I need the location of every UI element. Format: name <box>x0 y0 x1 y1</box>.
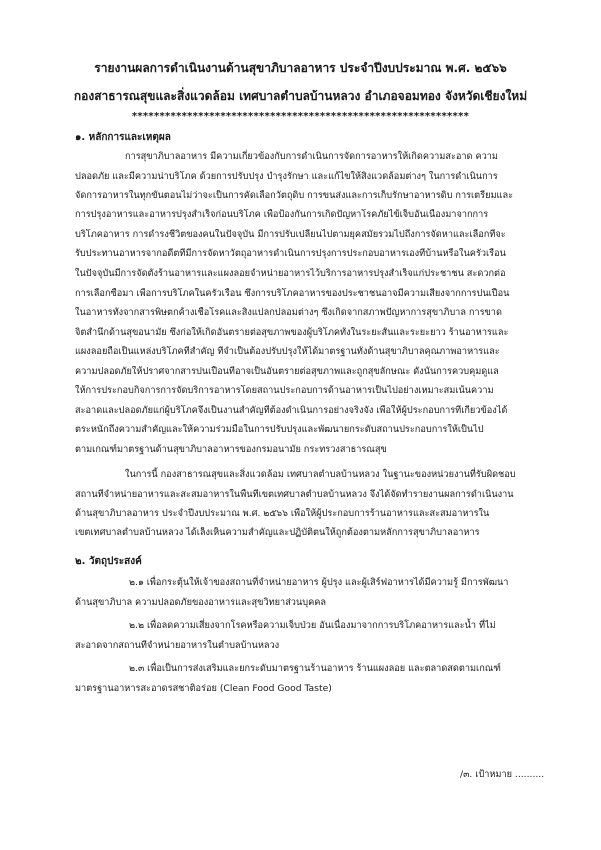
paragraph-line: ด้านสุขาภิบาลอาหาร ประจำปีงบประมาณ พ.ศ. ๒๕๖๖ เพื่อให้ผู้ประกอบการร้านอาหารและสะสมอาหารใน <box>75 508 490 519</box>
paragraph-line: จิตสำนึกด้านสุขอนามัย ซึ่งก่อให้เกิดอันตรายต่อสุขภาพของผู้บริโภคทั้งในระยะสั้นและระยะยาว ร้านอาหารและ <box>75 327 509 338</box>
paragraph-line: ปลอดภัย และมีความน่าบริโภค ด้วยการปรับปรุง บำรุงรักษา และแก้ไขให้สิ่งแวดล้อมต่างๆ ในการดำเนินการ <box>75 171 498 182</box>
title-separator: ************************************************************* <box>131 111 470 122</box>
objective-line: สะอาดจากสถานที่จำหน่ายอาหารในตำบลบ้านหลวง <box>75 640 280 651</box>
paragraph-line: การเลือกซื้อมา เพื่อการบริโภคในครัวเรือน ซึ่งการบริโภคอาหารของประชาชนอาจมีความเสี่ยงจากการปนเปื้อน <box>75 288 510 299</box>
paragraph-line: ในอาหารทั้งจากสารพิษตกค้างเชื้อโรคและสิ่งแปลกปลอมต่างๆ ซึ่งเกิดจากสภาพปัญหาการสุขาภิบาล การขาด <box>75 307 502 318</box>
paragraph-line: เขตเทศบาลตำบลบ้านหลวง ได้เล็งเห็นความสำคัญและปฏิบัติตนให้ถูกต้องตามหลักการสุขาภิบาลอาหาร <box>75 527 480 538</box>
paragraph-line: ความปลอดภัยให้ปราศจากสารปนเปื้อนที่อาจเป็นอันตรายต่อสุขภาพและถูกสุขลักษณะ ดังนั้นการควบคุมดูแล <box>75 366 499 377</box>
continuation-note: /๓. เป้าหมาย .......... <box>460 769 545 780</box>
paragraph-line: รับประทานอาหารจากอดีตที่มีการจัดหาวัตถุอาหารดำเนินการปรุงการประกอบอาหารเองที่บ้านหรือในครัวเรือน <box>75 248 506 259</box>
paragraph-line: ในปัจจุบันมีการจัดตั้งร้านอาหารและแผงลอยจำหน่ายอาหารไว้บริการอาหารปรุงสำเร็จแก่ประชาชน สะดวกต่อ <box>75 268 506 279</box>
paragraph-line: บริโภคอาหาร การดำรงชีวิตของคนในปัจจุบัน มีการปรับเปลี่ยนไปตามยุคสมัยรวมไปถึงการจัดหาและเลือกที่จะ <box>75 229 506 240</box>
paragraph-line: แผงลอยถือเป็นแหล่งบริโภคที่สำคัญ ที่จำเป็นต้องปรับปรุงให้ได้มาตรฐานทั้งด้านสุขาภิบาลคุณภาพอาหารและ <box>75 346 500 357</box>
paragraph-line: ตระหนักถึงความสำคัญและให้ความร่วมมือในการปรับปรุงและพัฒนายกระดับสถานประกอบการให้เป็นไป <box>75 424 484 435</box>
paragraph-line: ให้การประกอบกิจการการจัดบริการอาหารโดยสถานประกอบการด้านอาหารเป็นไปอย่างเหมาะสมเน้นความ <box>75 385 494 396</box>
paragraph-line: สะอาดและปลอดภัยแก่ผู้บริโภคจึงเป็นงานสำคัญที่ต้องดำเนินการอย่างจริงจัง เพื่อให้ผู้ประกอบการที่เกี่ยวข้องได้ <box>75 405 508 416</box>
paragraph-line: ในการนี้ กองสาธารณสุขและสิ่งแวดล้อม เทศบาลตำบลบ้านหลวง ในฐานะของหน่วยงานที่รับผิดชอบ <box>125 469 516 480</box>
document-title-line1: รายงานผลการดำเนินงานด้านสุขาภิบาลอาหาร ประจำปีงบประมาณ พ.ศ. ๒๕๖๖ <box>94 61 507 75</box>
paragraph-line: สถานที่จำหน่ายอาหารและสะสมอาหารในพื้นที่เขตเทศบาลตำบลบ้านหลวง จึงได้จัดทำรายงานผลการดำเนินงาน <box>75 489 514 500</box>
objective-line: ๒.๑ เพื่อกระตุ้นให้เจ้าของสถานที่จำหน่ายอาหาร ผู้ปรุง และผู้เสิร์ฟอาหารได้มีความรู้ มีการพัฒนา <box>129 577 509 588</box>
paragraph-line: การปรุงอาหารและอาหารปรุงสำเร็จก่อนบริโภค เพื่อป้องกันการเกิดปัญหาโรคภัยไข้เจ็บอันเนื่องมาจากการ <box>75 209 489 220</box>
section2-heading: ๒. วัตถุประสงค์ <box>75 556 142 567</box>
paragraph-line: ตามเกณฑ์มาตรฐานด้านสุขาภิบาลอาหารของกรมอนามัย กระทรวงสาธารณสุข <box>75 444 387 455</box>
objective-line: ๒.๒ เพื่อลดความเสี่ยงจากโรคหรือความเจ็บป่วย อันเนื่องมาจากการบริโภคอาหารและน้ำ ที่ไม่ <box>129 620 496 631</box>
objective-line: ๒.๓ เพื่อเป็นการส่งเสริมและยกระดับมาตรฐานร้านอาหาร ร้านแผงลอย และตลาดสดตามเกณฑ์ <box>129 663 501 674</box>
paragraph-line: จัดการอาหารในทุกขั้นตอนไม่ว่าจะเป็นการคัดเลือกวัตถุดิบ การขนส่งและการเก็บรักษาอาหารดิบ การเตรียมและ <box>75 190 514 201</box>
objective-line: มาตรฐานอาหารสะอาดรสชาติอร่อย (Clean Food Good Taste) <box>75 683 332 694</box>
section1-heading: ๑. หลักการและเหตุผล <box>75 132 171 143</box>
objective-line: ด้านสุขาภิบาล ความปลอดภัยของอาหารและสุขวิทยาส่วนบุคคล <box>75 597 327 608</box>
paragraph-line: การสุขาภิบาลอาหาร มีความเกี่ยวข้องกับการดำเนินการจัดการอาหารให้เกิดความสะอาด ความ <box>125 151 498 162</box>
document-title-line2: กองสาธารณสุขและสิ่งแวดล้อม เทศบาลตำบลบ้านหลวง อำเภอจอมทอง จังหวัดเชียงใหม่ <box>73 89 528 103</box>
